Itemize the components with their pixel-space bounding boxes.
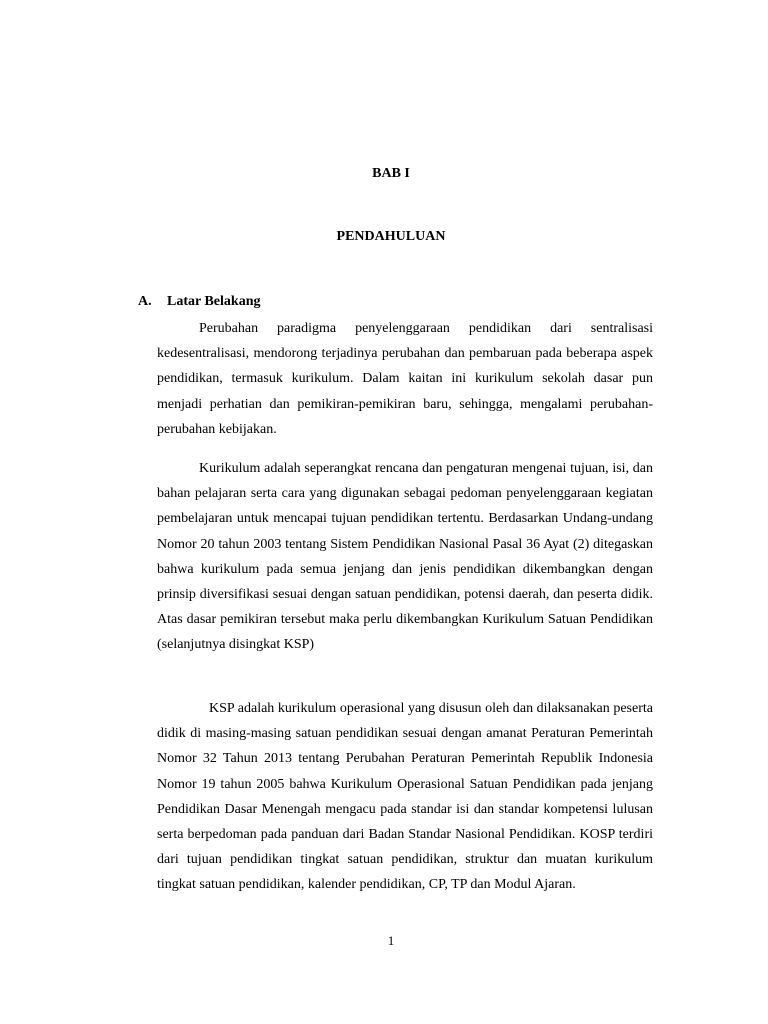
chapter-heading: BAB I — [372, 166, 410, 181]
paragraph-1: Perubahan paradigma penyelenggaraan pendidikan dari sentralisasi kedesentralisasi, mendorong terjadinya perubahan dan pembaruan pada beberapa aspek pendidikan, termasuk kurikulum. Dalam kaitan ini kurikulum sekolah dasar pun menjadi perhatian dan pemikiran-pemikiran baru, sehingga, mengalami perubahan-perubahan kebijakan. — [157, 321, 653, 437]
section-title: Latar Belakang — [167, 294, 261, 309]
section-letter: A. — [138, 294, 152, 309]
page-number: 1 — [387, 933, 395, 948]
chapter-title: PENDAHULUAN — [336, 229, 446, 244]
section-heading — [138, 294, 260, 310]
paragraph-2: Kurikulum adalah seperangkat rencana dan pengaturan mengenai tujuan, isi, dan bahan pelajaran serta cara yang digunakan sebagai pedoman penyelenggaraan kegiatan pembelajaran untuk mencapai tujuan pendidikan tertentu. Berdasarkan Undang-undang Nomor 20 tahun 2003 tentang Sistem Pendidikan Nasional Pasal 36 Ayat (2) ditegaskan bahwa kurikulum pada semua jenjang dan jenis pendidikan dikembangkan dengan prinsip diversifikasi sesuai dengan satuan pendidikan, potensi daerah, dan peserta didik. Atas dasar pemikiran tersebut maka perlu dikembangkan Kurikulum Satuan Pendidikan (selanjutnya disingkat KSP) — [157, 461, 653, 653]
paragraph-3: KSP adalah kurikulum operasional yang disusun oleh dan dilaksanakan peserta didik di masing-masing satuan pendidikan sesuai dengan amanat Peraturan Pemerintah Nomor 32 Tahun 2013 tentang Perubahan Peraturan Pemerintah Republik Indonesia Nomor 19 tahun 2005 bahwa Kurikulum Operasional Satuan Pendidikan pada jenjang Pendidikan Dasar Menengah mengacu pada standar isi dan standar kompetensi lulusan serta berpedoman pada panduan dari Badan Standar Nasional Pendidikan. KOSP terdiri dari tujuan pendidikan tingkat satuan pendidikan, struktur dan muatan kurikulum tingkat satuan pendidikan, kalender pendidikan, CP, TP dan Modul Ajaran. — [157, 701, 653, 893]
